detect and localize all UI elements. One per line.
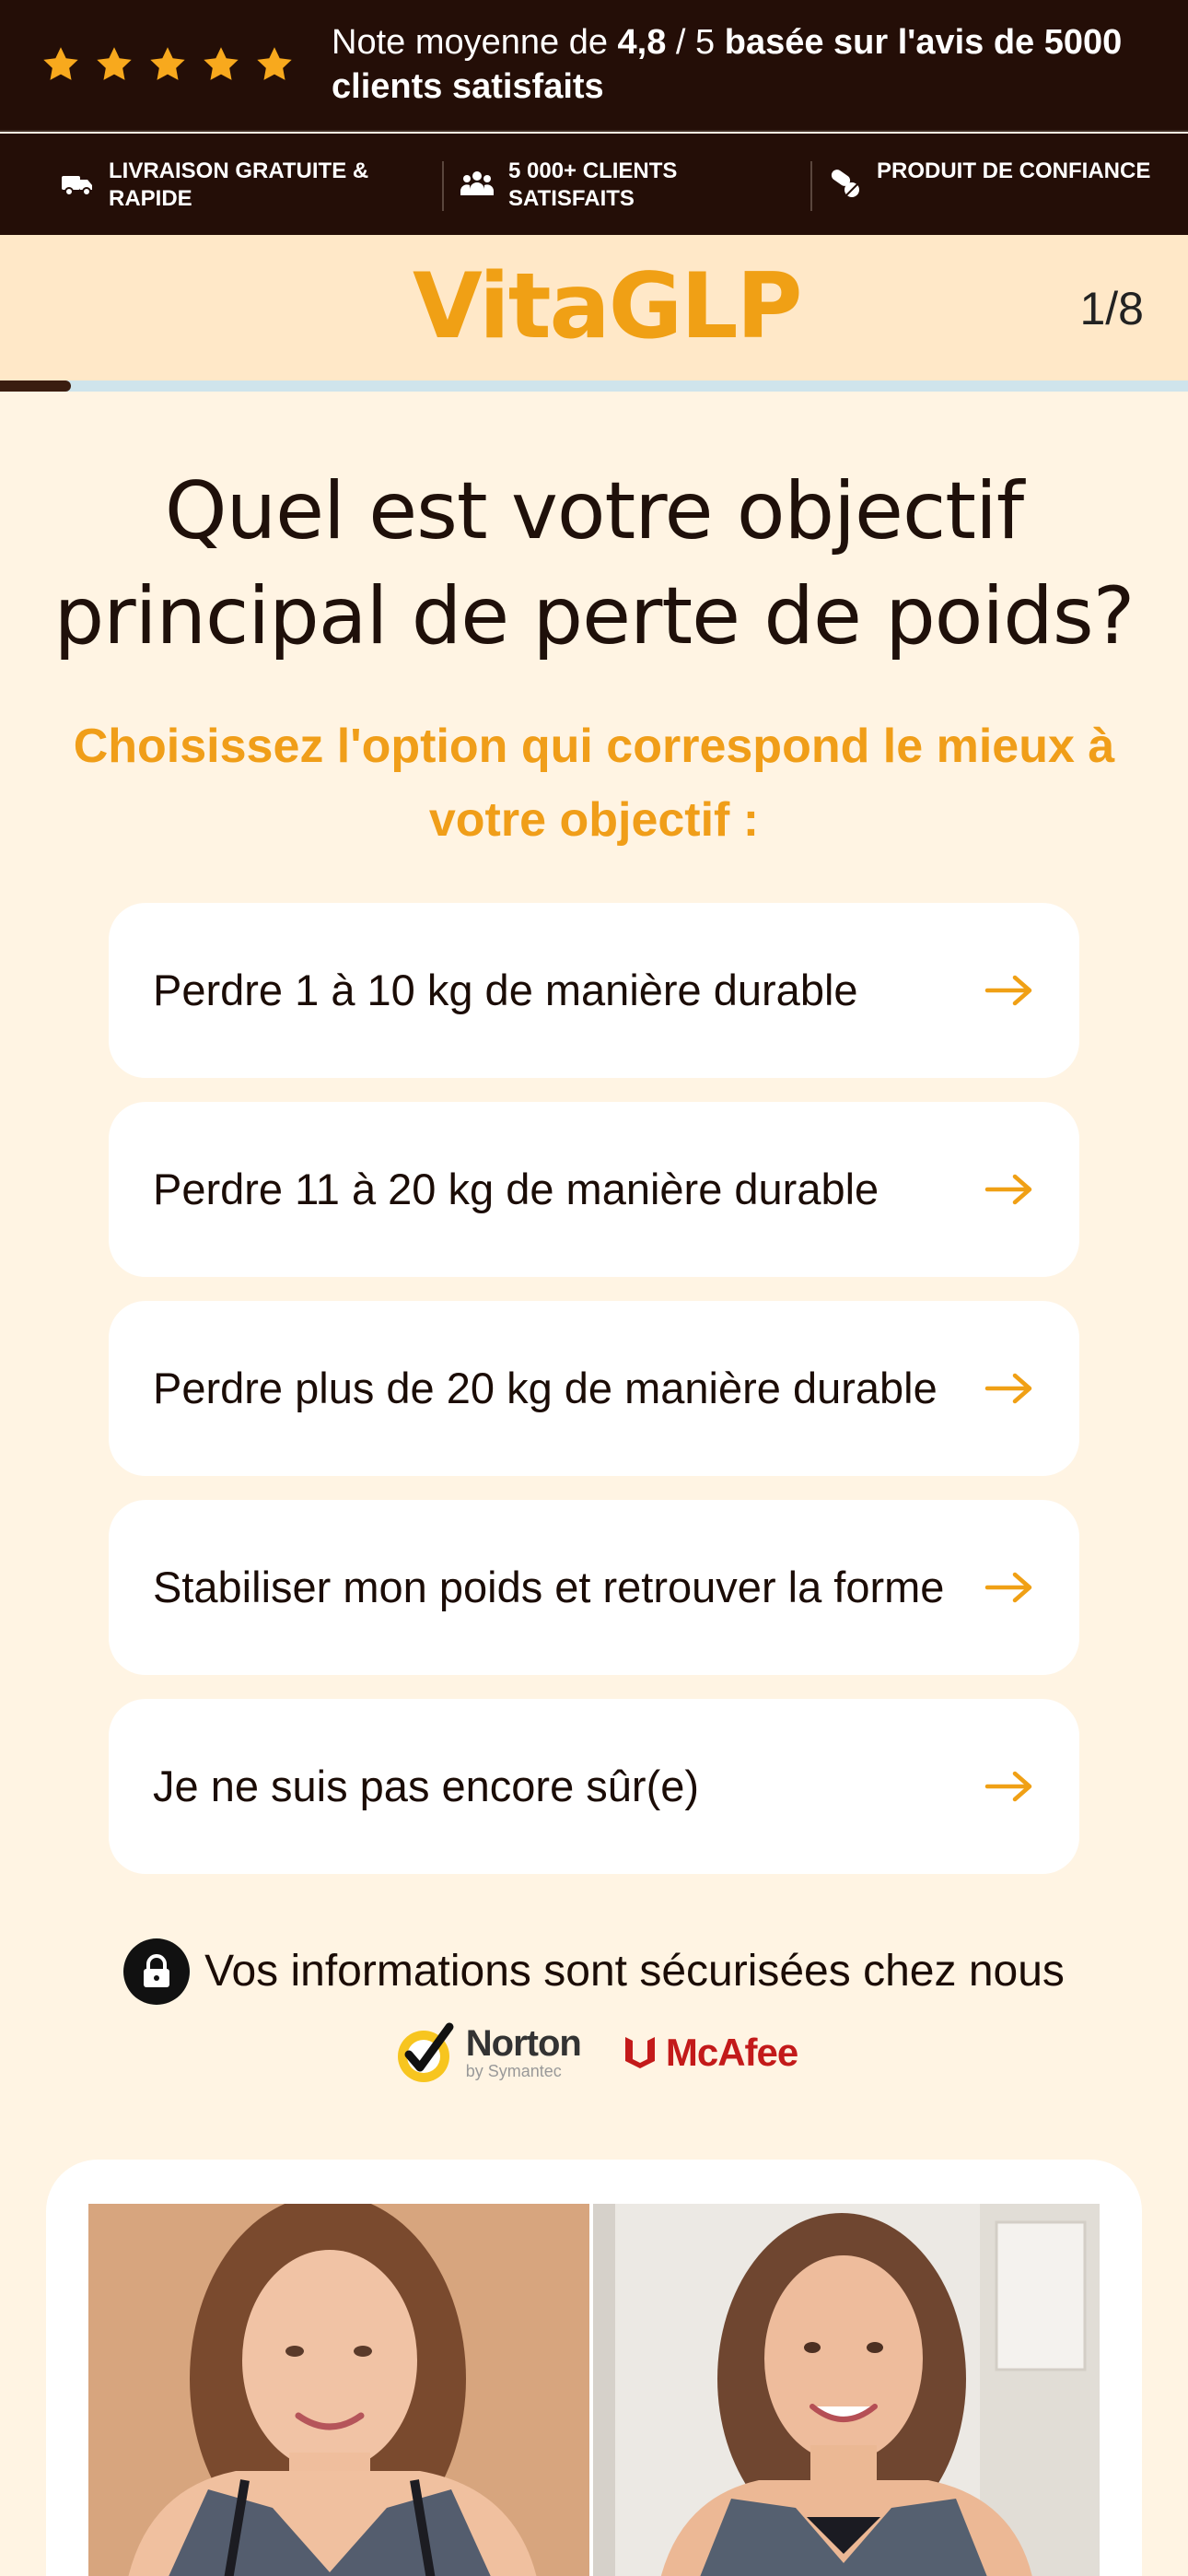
progress-bar <box>0 381 1188 392</box>
norton-check-icon <box>390 2018 460 2088</box>
security-text: Vos informations sont sécurisées chez nous <box>204 1947 1065 1996</box>
rating-bar <box>0 0 1188 132</box>
rating-text-post: basée sur l'avis de 5000 clients satisfaits <box>332 23 1123 106</box>
star-icon <box>201 44 241 85</box>
norton-name: Norton <box>465 2023 581 2064</box>
security-badges <box>0 2018 1188 2088</box>
trust-item-clients <box>459 158 785 213</box>
rating-text-pre: Note moyenne de <box>332 23 618 62</box>
progress-fill <box>0 381 71 392</box>
divider <box>810 161 812 211</box>
mcafee-badge <box>622 2031 798 2075</box>
pills-icon <box>827 165 864 202</box>
users-icon <box>459 165 495 202</box>
arrow-right-icon <box>984 972 1035 1009</box>
divider <box>442 161 444 211</box>
before-after-card <box>46 2160 1142 2576</box>
trust-label-delivery: LIVRAISON GRATUITE & RAPIDE <box>109 158 369 211</box>
rating-text-mid: / 5 <box>666 23 725 62</box>
trust-label-trust: PRODUIT DE CONFIANCE <box>877 158 1151 183</box>
truck-icon <box>59 165 96 202</box>
rating-score: 4,8 <box>617 23 667 62</box>
trust-strip <box>0 134 1188 235</box>
option-label: Perdre 1 à 10 kg de manière durable <box>153 966 858 1014</box>
norton-sub: by Symantec <box>465 2062 562 2080</box>
mcafee-name: McAfee <box>665 2031 798 2074</box>
star-icon <box>254 44 295 85</box>
star-icon <box>147 44 188 85</box>
trust-item-trust <box>827 158 1153 202</box>
mcafee-shield-icon <box>622 2033 658 2072</box>
question-subtitle: Choisissez l'option qui correspond le mieux à votre objectif : <box>73 720 1115 847</box>
question-title: Quel est votre objectif principal de perte de poids? <box>53 465 1135 662</box>
logo[interactable]: VitaGLP <box>413 254 801 359</box>
arrow-right-icon <box>984 1370 1035 1407</box>
option-stabilize[interactable] <box>109 1500 1079 1675</box>
step-counter: 1/8 <box>1079 283 1144 334</box>
brand-header <box>0 235 1188 382</box>
star-icon <box>94 44 134 85</box>
arrow-right-icon <box>984 1768 1035 1805</box>
rating-stars <box>41 44 295 85</box>
option-20kg-plus[interactable] <box>109 1301 1079 1476</box>
arrow-right-icon <box>984 1171 1035 1208</box>
option-label: Perdre plus de 20 kg de manière durable <box>153 1364 938 1412</box>
lock-icon <box>123 1938 190 2005</box>
norton-badge <box>390 2018 581 2088</box>
rating-text <box>332 20 1160 109</box>
star-icon <box>41 44 81 85</box>
before-photo <box>88 2204 589 2576</box>
option-label: Stabiliser mon poids et retrouver la forme <box>153 1563 945 1611</box>
arrow-right-icon <box>984 1569 1035 1606</box>
option-label: Je ne suis pas encore sûr(e) <box>153 1762 700 1810</box>
option-label: Perdre 11 à 20 kg de manière durable <box>153 1165 879 1213</box>
option-1-10kg[interactable] <box>109 903 1079 1078</box>
after-photo <box>593 2204 1100 2576</box>
trust-label-clients: 5 000+ CLIENTS SATISFAITS <box>508 158 678 211</box>
trust-item-delivery <box>59 158 385 213</box>
option-not-sure[interactable] <box>109 1699 1079 1874</box>
security-notice <box>0 1938 1188 2005</box>
option-11-20kg[interactable] <box>109 1102 1079 1277</box>
